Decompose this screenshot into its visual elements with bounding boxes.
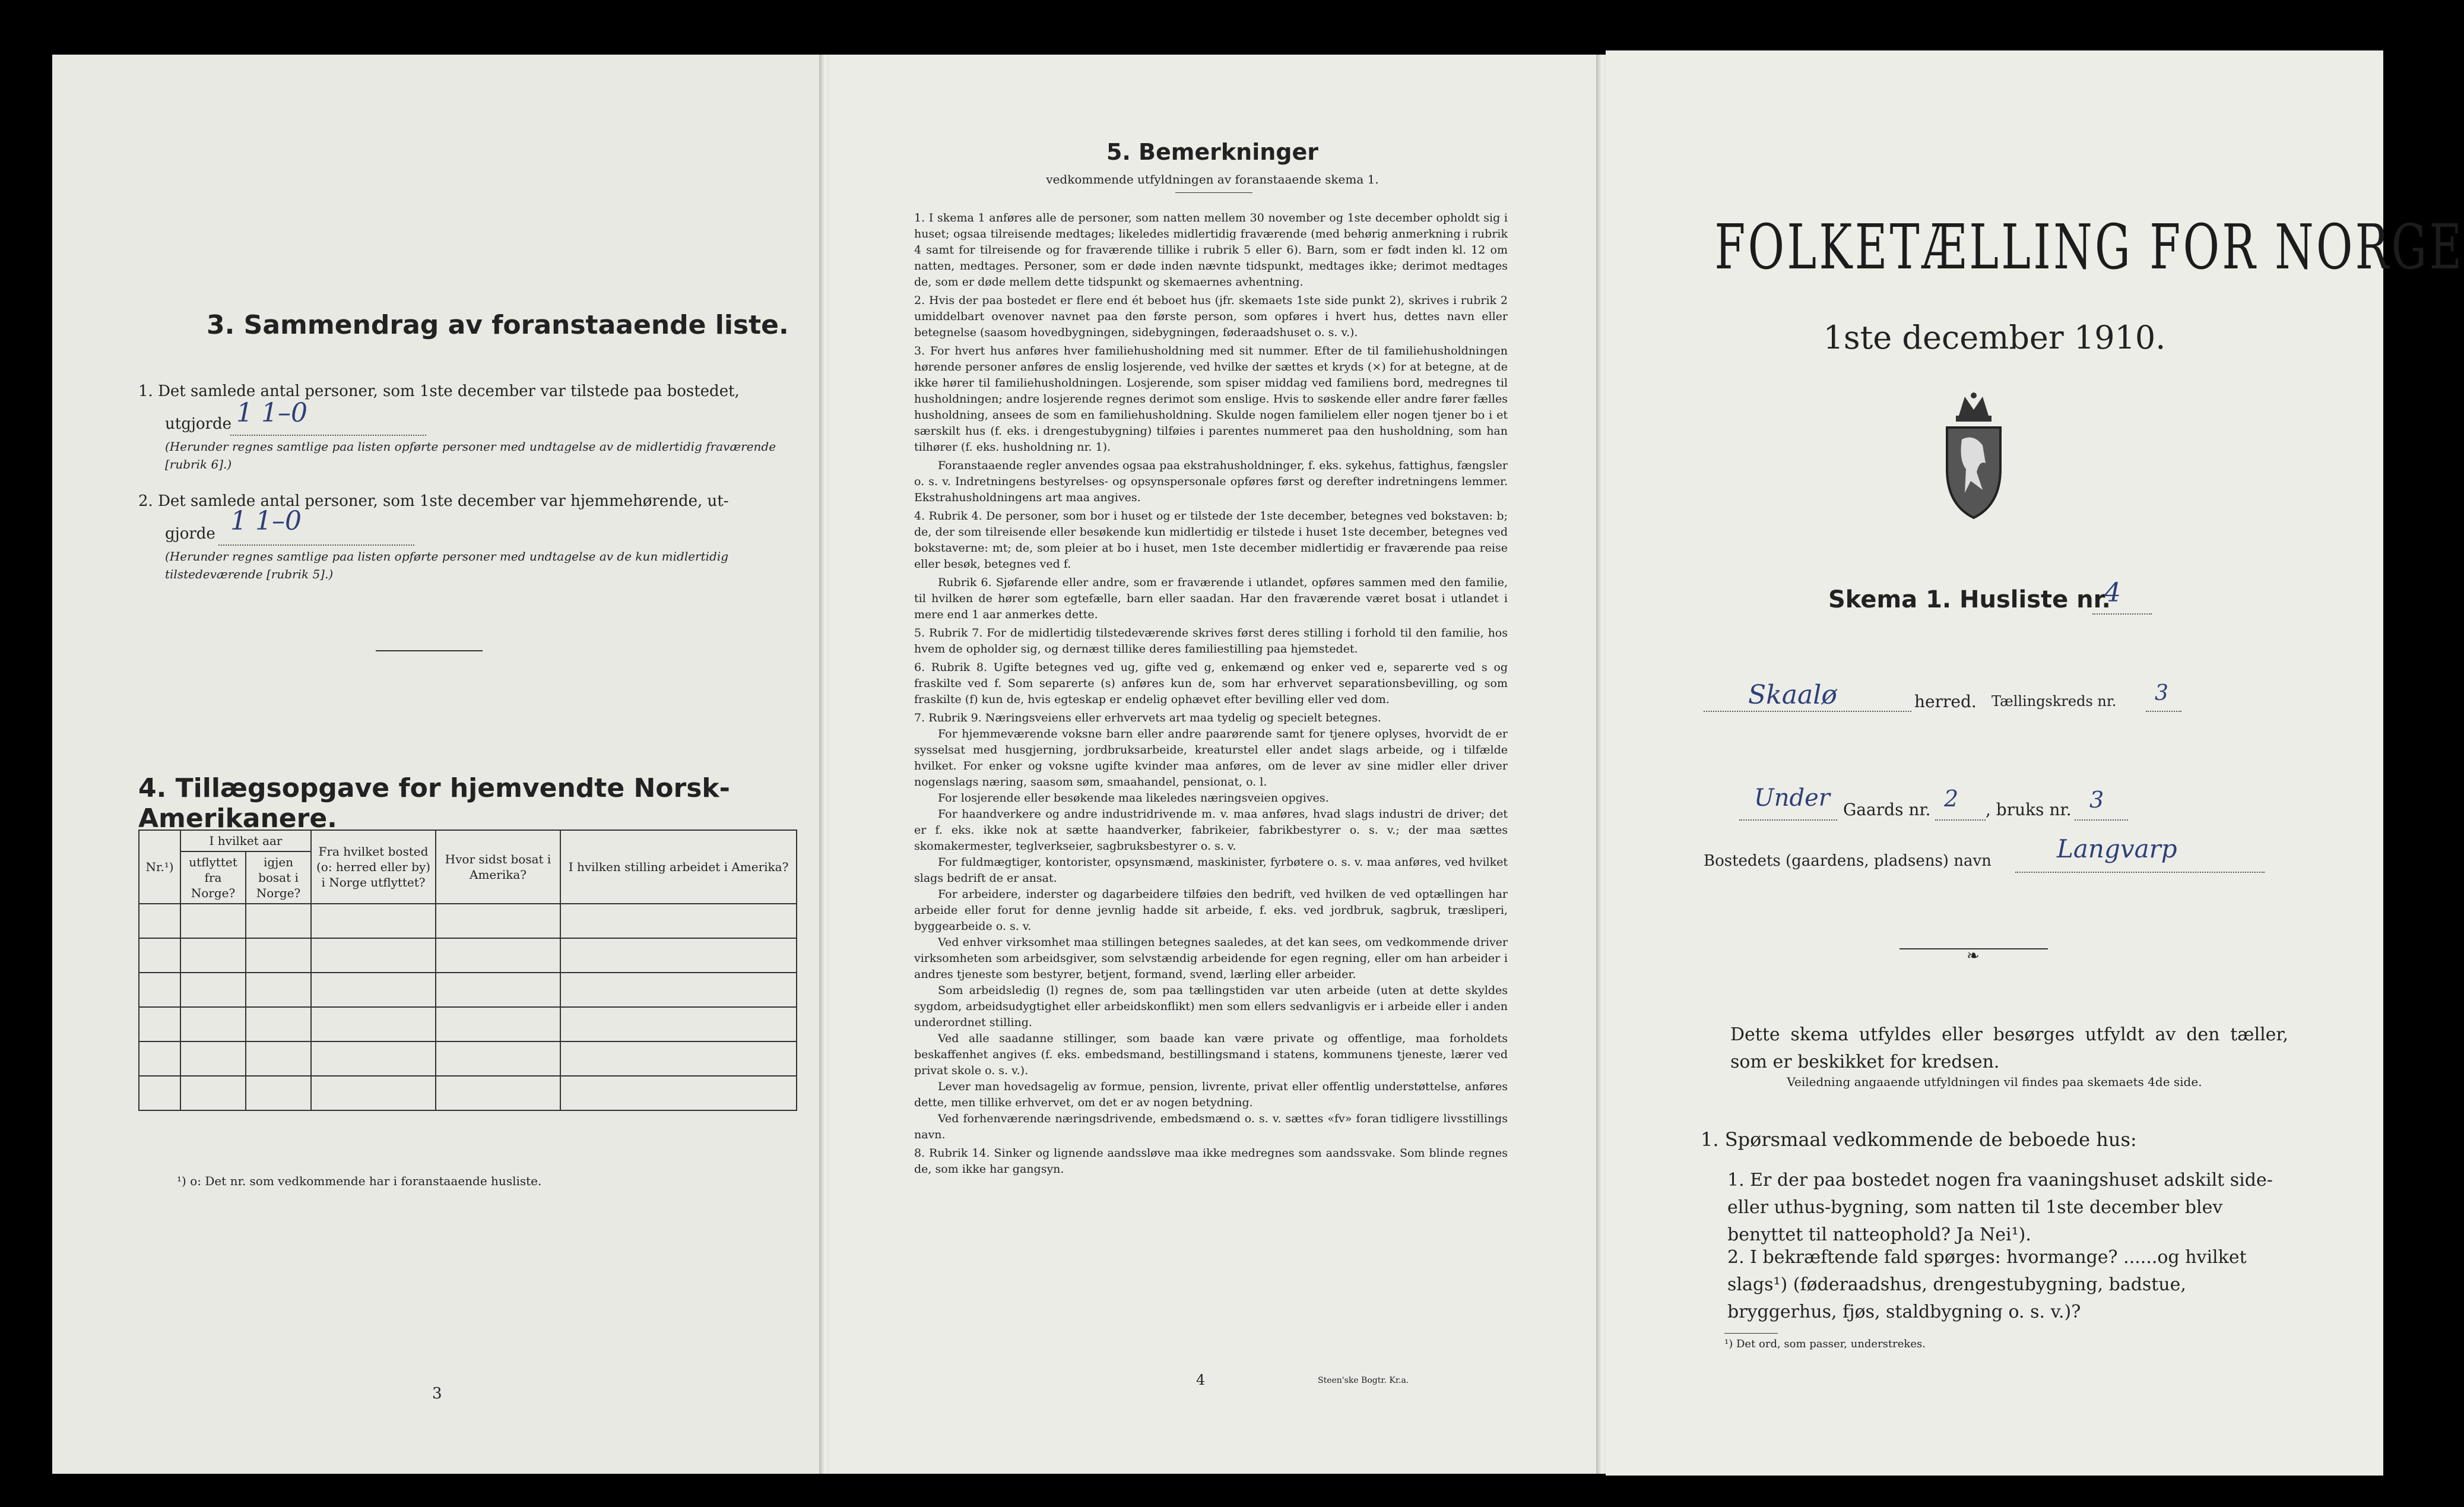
remarks-heading: 5. Bemerkninger bbox=[1106, 139, 1319, 165]
remark-7a: For hjemmeværende voksne barn eller andre paarørende samt for tjenere oplyses, hvorvidt de er sysselsat med husgjerning, jordbruksarbeide, kreaturstel eller andet slags arbeide, og i tilfælde hvilket. For enker og voksne ugifte kvinder maa anføres, om de lever av sine midler eller driver nogenslags næring, saasom søm, smaahandel, pensionat, o. l. bbox=[914, 727, 1508, 789]
item1-utgjorde: utgjorde bbox=[165, 415, 232, 433]
title-wrap bbox=[1606, 211, 2464, 283]
bruks-dotline bbox=[2075, 819, 2128, 821]
table-row bbox=[139, 1041, 797, 1076]
questions-heading: 1. Spørsmaal vedkommende de beboede hus: bbox=[1701, 1128, 2137, 1151]
intro-note: Veiledning angaaende utfyldningen vil findes paa skemaets 4de side. bbox=[1787, 1075, 2202, 1089]
table-row bbox=[139, 1076, 797, 1110]
census-date: 1ste december 1910. bbox=[1823, 319, 2166, 356]
col-from-where: Fra hvilket bosted (o: herred eller by) i Norge utflyttet? bbox=[311, 830, 436, 904]
table-row bbox=[139, 938, 797, 973]
herred-dotline bbox=[1704, 711, 1911, 712]
remark-3b: Foranstaaende regler anvendes ogsaa paa ekstrahusholdninger, f. eks. sykehus, fattighus, fængsler o. s. v. Indretningens bestyrelses- og opsynspersonale opføres først og derefter indretningens lemmer. Ekstrahusholdningens art maa angives. bbox=[914, 459, 1508, 504]
kreds-value: 3 bbox=[2155, 681, 2168, 705]
item2-value: 1 1–0 bbox=[230, 506, 302, 536]
col-group-year: I hvilket aar bbox=[180, 830, 311, 851]
kreds-label: Tællingskreds nr. bbox=[1992, 693, 2117, 710]
remark-3: 3. For hvert hus anføres hver familiehusholdning med sit nummer. Efter de til familiehusholdningen hørende personer anføres de enslig losjerende, ved hvilke der sættes et kryds (×) for at betegne, at de ikke hører til familiehusholdningen. Losjerende, som spiser middag ved familiens bord, medregnes til husholdningen; andre losjerende regnes derimot som enslige. Hvis to søskende eller andre fører fælles husholdning, ansees de som en familiehusholdning. Skulde nogen familielem eller nogen tjener bo i et særskilt hus (f. eks. i drengestubygning) tilføies i parentes nummeret paa den husholdning, som han tilhører (f. eks. husholdning nr. 1). bbox=[914, 344, 1508, 454]
left-fold bbox=[819, 55, 829, 1474]
remark-7d: For fuldmægtiger, kontorister, opsynsmænd, maskinister, fyrbøtere o. s. v. maa anføres, ved hvilket slags bedrift de er ansat. bbox=[914, 856, 1508, 885]
remark-7: 7. Rubrik 9. Næringsveiens eller erhvervets art maa tydelig og specielt betegnes. bbox=[914, 711, 1381, 724]
col-emigrated: utflyttet fra Norge? bbox=[180, 851, 246, 904]
remarks-list bbox=[914, 210, 1508, 1177]
question-1: 1. Er der paa bostedet nogen fra vaaningshuset adskilt side- eller uthus-bygning, som natten til 1ste december blev benyttet til natteophold? Ja Nei¹). bbox=[1727, 1170, 2273, 1245]
remark-7c: For haandverkere og andre industridrivende m. v. maa anføres, hvad slags industri de driver; det er f. eks. ikke nok at sætte haandverker, fabrikeier, fabrikbestyrer o. s. v.; der maa sættes skomakermester, teglverkseier, sagbruksbestyrer o. s. v. bbox=[914, 808, 1508, 853]
item2-gjorde: gjorde bbox=[165, 525, 215, 543]
section3-heading: 3. Sammendrag av foranstaaende liste. bbox=[207, 310, 789, 340]
bruks-value: 3 bbox=[2089, 787, 2104, 813]
right-page bbox=[1606, 50, 2464, 1476]
remark-4: 4. Rubrik 4. De personer, som bor i huset og er tilstede der 1ste december, betegnes ved bokstaven: b; de, der som tilreisende eller besøkende kun midlertidig er tilstede i huset 1ste december, betegnes ved bokstaverne: mt; de, som pleier at bo i huset, men 1ste december midlertidig er fraværende paa reise eller besøk, betegnes ved f. bbox=[914, 509, 1508, 571]
remark-7f: Ved enhver virksomhet maa stillingen betegnes saaledes, at det kan sees, om vedkommende driver virksomheten som arbeidsgiver, som selvstændig arbeidende for egen regning, eller om han arbeider i andres tjeneste som bestyrer, betjent, formand, svend, lærling eller arbeider. bbox=[914, 936, 1508, 981]
col-position: I hvilken stilling arbeidet i Amerika? bbox=[560, 830, 797, 904]
col-returned: igjen bosat i Norge? bbox=[246, 851, 311, 904]
footnote-rule bbox=[1724, 1333, 1778, 1334]
husliste-dotline bbox=[2092, 613, 2152, 615]
col-last-home: Hvor sidst bosat i Amerika? bbox=[436, 830, 560, 904]
remark-7i: Lever man hovedsagelig av formue, pension, livrente, privat eller offentlig understøttelse, anføres dette, men tillike erhvervet, om det er av nogen betydning. bbox=[914, 1080, 1508, 1109]
right-fold bbox=[1596, 55, 1606, 1474]
remark-7h: Ved alle saadanne stillinger, som baade kan være private og offentlige, maa forholdets beskaffenhet angives (f. eks. embedsmand, bestillingsmand i statens, kommunens tjeneste, lærer ved privat skole o. s. v.). bbox=[914, 1032, 1508, 1077]
under-value: Under bbox=[1754, 784, 1830, 812]
gaards-dotline bbox=[1935, 819, 1986, 821]
table-row bbox=[139, 973, 797, 1007]
printer-mark: Steen'ske Bogtr. Kr.a. bbox=[1318, 1376, 1409, 1385]
remark-1: 1. I skema 1 anføres alle de personer, som natten mellem 30 november og 1ste december opholdt sig i huset; ogsaa tilreisende medtages; likeledes midlertidig fraværende (med behørig anmerkning i rubrik 4 samt for tilreisende og for fraværende tillike i rubrik 5 eller 6). Barn, som er født inden kl. 12 om natten, medtages. Personer, som er døde inden nævnte tidspunkt, medtages ikke; derimot medtages de, som er døde mellem dette tidspunkt og skemaernes avhentning. bbox=[914, 211, 1508, 289]
left-page bbox=[52, 55, 819, 1474]
table-row bbox=[139, 904, 797, 938]
section4-heading: 4. Tillægsopgave for hjemvendte Norsk-Amerikanere. bbox=[138, 773, 730, 834]
middle-page bbox=[819, 55, 1606, 1474]
norsk-amerikanere-table bbox=[138, 830, 797, 1111]
remark-5: 5. Rubrik 7. For de midlertidig tilstedeværende skrives først deres stilling i forhold til den familie, hos hvem de opholder sig, og dernæst tillike deres familiestilling paa hjemstedet. bbox=[914, 626, 1508, 656]
ornament-icon: ❧ bbox=[1967, 947, 1980, 965]
bosted-dotline bbox=[2015, 872, 2265, 873]
table-row bbox=[139, 1007, 797, 1041]
question-2: 2. I bekræftende fald spørges: hvormange? ......og hvilket slags¹) (føderaadshus, drengestubygning, badstue, bryggerhus, fjøs, staldbygning o. s. v.)? bbox=[1727, 1247, 2247, 1322]
remark-2: 2. Hvis der paa bostedet er flere end ét beboet hus (jfr. skemaets 1ste side punkt 2), skrives i rubrik 2 umiddelbart ovenover navnet paa den første person, som opføres i hvert hus, dettes navn eller betegnelse (saasom hovedbygningen, sidebygningen, føderaadshuset o. s. v.). bbox=[914, 294, 1508, 339]
kreds-dotline bbox=[2146, 711, 2181, 712]
bosted-value: Langvarp bbox=[2057, 834, 2177, 863]
under-dotline bbox=[1739, 819, 1837, 821]
bruks-label: , bruks nr. bbox=[1986, 800, 2072, 819]
item1-text: 1. Det samlede antal personer, som 1ste december var tilstede paa bostedet, bbox=[138, 382, 740, 400]
middle-page-number: 4 bbox=[1196, 1372, 1206, 1388]
husliste-nr: 4 bbox=[2104, 578, 2121, 608]
col-nr: Nr.¹) bbox=[139, 830, 180, 904]
item1-dotline bbox=[230, 435, 426, 436]
intro-text: Dette skema utfyldes eller besørges utfyldt av den tæller, som er beskikket for kredsen. bbox=[1730, 1024, 2288, 1072]
gaards-label: Gaards nr. bbox=[1843, 800, 1931, 819]
census-title: FOLKETÆLLING FOR NORGE bbox=[1714, 211, 2464, 283]
left-page-number: 3 bbox=[432, 1385, 442, 1402]
remarks-rule bbox=[1175, 192, 1252, 193]
remark-7b: For losjerende eller besøkende maa likeledes næringsveien opgives. bbox=[938, 792, 1329, 805]
item1-value: 1 1–0 bbox=[236, 398, 307, 428]
left-footnote: ¹) o: Det nr. som vedkommende har i foranstaaende husliste. bbox=[177, 1174, 542, 1188]
bosted-label: Bostedets (gaardens, pladsens) navn bbox=[1704, 852, 1992, 870]
herred-value: Skaalø bbox=[1748, 680, 1837, 710]
item2-dotline bbox=[218, 544, 414, 546]
right-footnote: ¹) Det ord, som passer, understrekes. bbox=[1724, 1338, 1926, 1350]
remark-8: 8. Rubrik 14. Sinker og lignende aandssløve maa ikke medregnes som aandssvake. Som blinde regnes de, som ikke har gangsyn. bbox=[914, 1147, 1508, 1176]
remarks-subheading: vedkommende utfyldningen av foranstaaende skema 1. bbox=[1046, 172, 1379, 186]
remark-7j: Ved forhenværende næringsdrivende, embedsmænd o. s. v. sættes «fv» foran tidligere livsstillings navn. bbox=[914, 1112, 1508, 1141]
item1-note: (Herunder regnes samtlige paa listen opførte personer med undtagelse av de midlertidig fraværende [rubrik 6].) bbox=[165, 439, 776, 471]
separator-rule bbox=[376, 650, 483, 651]
gaards-value: 2 bbox=[1944, 786, 1959, 812]
herred-label: herred. bbox=[1914, 692, 1977, 711]
item2-note: (Herunder regnes samtlige paa listen opførte personer med undtagelse av de kun midlertidig tilstedeværende [rubrik 5].) bbox=[165, 549, 729, 581]
remark-7g: Som arbeidsledig (l) regnes de, som paa tællingstiden var uten arbeide (uten at dette skyldes sygdom, arbeidsudygtighet eller arbeidskonflikt) men som ellers sedvanligvis er i arbeide eller i anden underordnet stilling. bbox=[914, 984, 1508, 1029]
item2-text: 2. Det samlede antal personer, som 1ste december var hjemmehørende, ut- bbox=[138, 492, 729, 510]
norwegian-coat-of-arms-icon bbox=[1941, 392, 2006, 520]
remark-7e: For arbeidere, inderster og dagarbeidere tilføies den bedrift, ved hvilken de ved optællingen har arbeide eller forut for denne jevnlig hadde sit arbeide, f. eks. ved jordbruk, sagbruk, træsliperi, byggearbeide o. s. v. bbox=[914, 888, 1508, 933]
remark-6: 6. Rubrik 8. Ugifte betegnes ved ug, gifte ved g, enkemænd og enker ved e, separerte ved s og fraskilte ved f. Som separerte (s) anføres kun de, som har erhvervet separationsbevilling, og som fraskilte (f) kun de, hvis egteskap er endelig ophævet efter bevilling eller ved dom. bbox=[914, 661, 1508, 706]
skema-label: Skema 1. Husliste nr. bbox=[1828, 586, 2111, 613]
remark-4b: Rubrik 6. Sjøfarende eller andre, som er fraværende i utlandet, opføres sammen med den familie, til hvilken de hører som egtefælle, barn eller saadan. Har den fraværende været bosat i utlandet i mere end 1 aar anmerkes dette. bbox=[914, 576, 1508, 621]
